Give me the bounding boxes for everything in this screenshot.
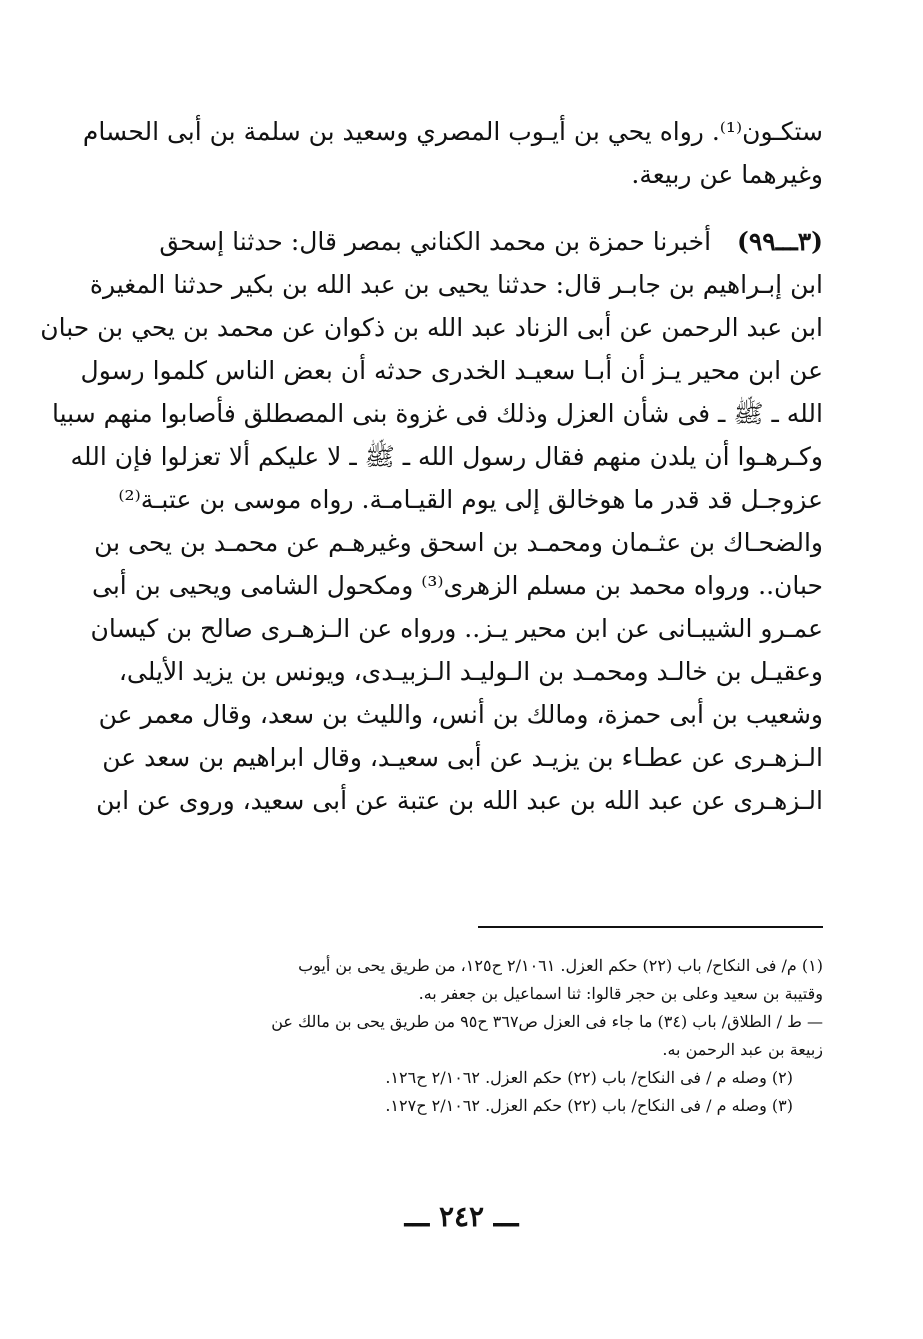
footnote-line: زبيعة بن عبد الرحمن به.: [662, 1040, 823, 1059]
text-segment: أخبرنا حمزة بن محمد الكناني بمصر قال: حدثنا إسحق: [159, 227, 712, 256]
text-line: الـزهـرى عن عبد الله بن عبد الله بن عتبة عن أبى سعيد، وروى عن ابن: [96, 786, 823, 815]
footnote-line: — ط / الطلاق/ باب (٣٤) ما جاء فى العزل ص٣٦٧ ح٩٥ من طريق يحى بن مالك عن: [271, 1012, 823, 1031]
text-line: والضحـاك بن عثـمان ومحمـد بن اسحق وغيرهـم عن محمـد بن يحى بن: [94, 528, 823, 557]
paragraph-continuation: [82, 110, 823, 196]
text-line: وغيرهما عن ربيعة.: [631, 160, 823, 189]
text-line: ابن إبـراهيم بن جابـر قال: حدثنا يحيى بن عبد الله بن بكير حدثنا المغيرة: [89, 270, 823, 299]
hadith-paragraph: [40, 220, 823, 822]
footnote-line: (٣) وصله م / فى النكاح/ باب (٢٢) حكم العزل. ٢/١٠٦٢ ح١٢٧.: [385, 1096, 793, 1115]
text-line: وشعيب بن أبى حمزة، ومالك بن أنس، والليث بن سعد، وقال معمر عن: [98, 700, 823, 729]
footnote-divider: [478, 926, 823, 928]
footnote-line: وقتيبة بن سعيد وعلى بن حجر قالوا: ثنا اسماعيل بن جعفر به.: [418, 984, 823, 1003]
text-line: ستكـون⁽¹⁾. رواه يحي بن أيـوب المصري وسعيد بن سلمة بن أبى الحسام: [82, 117, 823, 146]
hadith-number: (٣ـــ٩٩): [737, 227, 823, 256]
text-line: الله ـ ﷺ ـ فى شأن العزل وذلك فى غزوة بنى المصطلق فأصابوا منهم سبيا: [51, 399, 823, 428]
text-line: الـزهـرى عن عطـاء بن يزيـد عن أبى سعيـد، وقال ابراهيم بن سعد عن: [102, 743, 823, 772]
text-line: عمـرو الشيبـانى عن ابن محير يـز.. ورواه عن الـزهـرى صالح بن كيسان: [90, 614, 823, 643]
text-line: عن ابن محير يـز أن أبـا سعيـد الخدرى حدثه أن بعض الناس كلموا رسول: [80, 356, 823, 385]
text-line: وعقيـل بن خالـد ومحمـد بن الـوليـد الـزبيـدى، ويونس بن يزيد الأيلى،: [118, 657, 823, 686]
text-line-first: [123, 220, 823, 263]
footnote-line: (١) م/ فى النكاح/ باب (٢٢) حكم العزل. ٢/١٠٦١ ح١٢٥، من طريق يحى بن أيوب: [298, 956, 823, 975]
page-number: ـــ ٢٤٢ ـــ: [404, 1200, 519, 1233]
text-line: ابن عبد الرحمن عن أبى الزناد عبد الله بن ذكوان عن محمد بن يحي بن حبان: [40, 313, 823, 342]
text-line: حبان.. ورواه محمد بن مسلم الزهرى⁽³⁾ ومكحول الشامى ويحيى بن أبى: [92, 571, 823, 600]
text-line: وكـرهـوا أن يلدن منهم فقال رسول الله ـ ﷺ ـ لا عليكم ألا تعزلوا فإن الله: [70, 442, 823, 471]
text-line: عزوجـل قد قدر ما هوخالق إلى يوم القيـامـة. رواه موسى بن عتبـة⁽²⁾: [118, 485, 823, 514]
footnote-line: (٢) وصله م / فى النكاح/ باب (٢٢) حكم العزل. ٢/١٠٦٢ ح١٢٦.: [385, 1068, 793, 1087]
footnotes: [123, 952, 823, 1120]
